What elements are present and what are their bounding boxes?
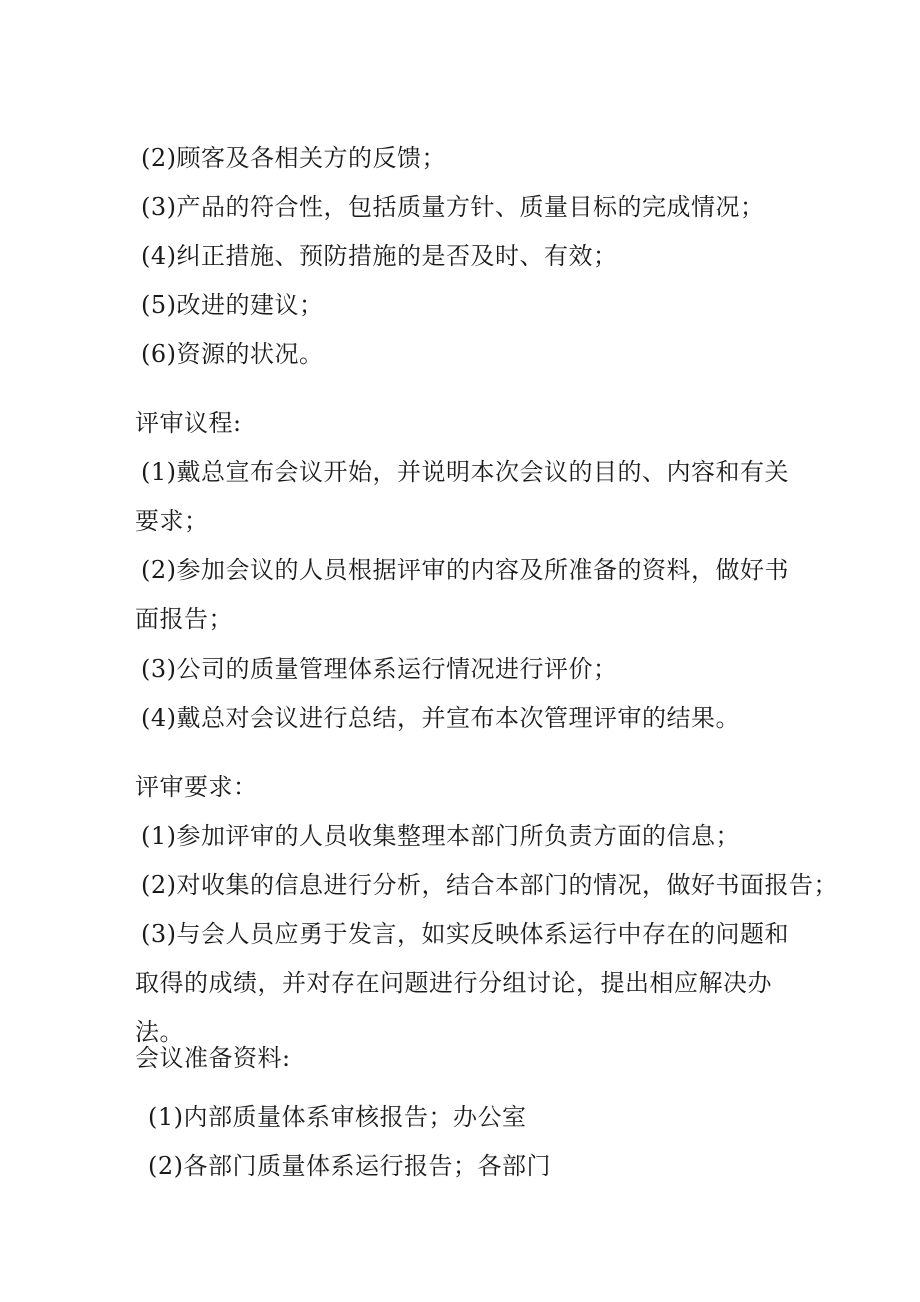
material-item-2: (2)各部门质量体系运行报告；各部门 [148,1152,551,1180]
material-item-1: (1)内部质量体系审核报告；办公室 [148,1103,527,1131]
agenda-item-4: (4)戴总对会议进行总结，并宣布本次管理评审的结果。 [141,704,740,732]
input-item-6: (6)资源的状况。 [141,340,324,368]
agenda-item-2: (2)参加会议的人员根据评审的内容及所准备的资料，做好书面报告； [135,556,789,633]
requirements-heading: 评审要求： [135,773,258,801]
materials-heading: 会议准备资料: [135,1044,291,1072]
agenda-heading: 评审议程: [135,409,242,437]
input-item-2: (2)顾客及各相关方的反馈； [141,144,446,172]
requirement-item-1: (1)参加评审的人员收集整理本部门所负责方面的信息； [141,822,740,850]
requirement-item-3: (3)与会人员应勇于发言，如实反映体系运行中存在的问题和取得的成绩，并对存在问题进行分组讨论，提出相应解决办法。 [135,920,789,1046]
agenda-item-1: (1)戴总宣布会议开始，并说明本次会议的目的、内容和有关要求； [135,458,789,535]
input-item-4: (4)纠正措施、预防措施的是否及时、有效； [141,242,618,270]
agenda-item-3: (3)公司的质量管理体系运行情况进行评价； [141,655,618,683]
input-item-5: (5)改进的建议； [141,291,324,319]
input-item-3: (3)产品的符合性，包括质量方针、质量目标的完成情况； [141,193,765,221]
requirement-item-2: (2)对收集的信息进行分析，结合本部门的情况，做好书面报告； [141,871,838,899]
